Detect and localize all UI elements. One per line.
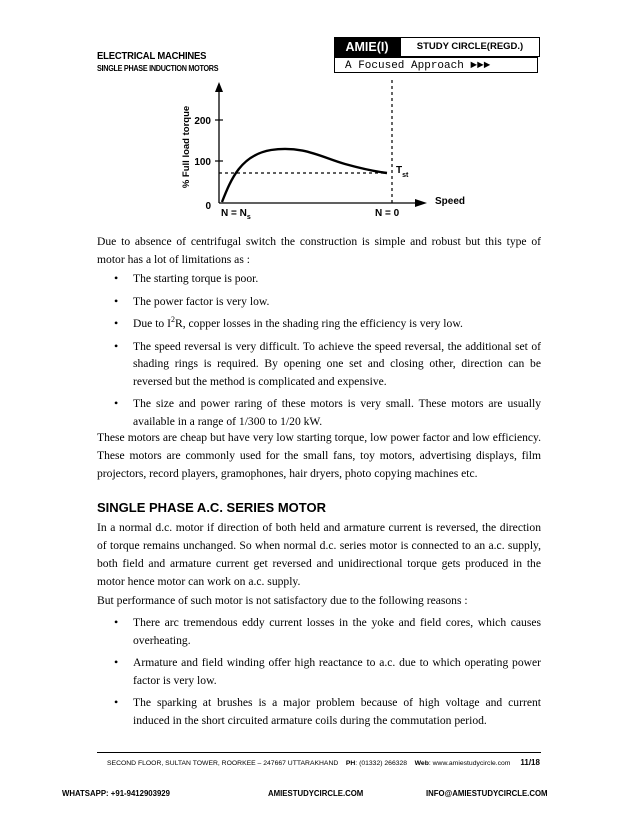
speed-label: Speed [435, 196, 466, 207]
torque-speed-figure [175, 75, 475, 225]
y-axis-label: % Full load torque [181, 105, 192, 189]
intro-paragraph: Due to absence of centrifugal switch the construction is simple and robust but this type of motor has a lot of limitations as : [97, 235, 541, 266]
series-motor-paragraph: In a normal d.c. motor if direction of both held and armature current is reversed, the direction of torque remains unchanged. So when normal d.c. series motor is connected to an a.c. supply, both field and armature current get reversed and unidirectional torque gets produced in the motor hence motor can work on a.c. supply. [97, 521, 541, 588]
footer-web: : www.amiestudycircle.com [428, 760, 511, 767]
y-tick-label-0: 0 [205, 201, 211, 212]
tst-label: $T_{st}$ [396, 165, 409, 179]
list-item: • The speed reversal is very difficult. To achieve the speed reversal, the additional set of shading rings is required. By opening one set and closing other, direction can be reversed but the method is complicated and expensive. [114, 338, 541, 391]
brand-logo: AMIE(I) [334, 37, 400, 57]
y-axis-arrow [215, 82, 223, 92]
limitations-list [114, 270, 541, 435]
n-equals-ns-label: $N = N_s$ [221, 208, 251, 221]
footer-address: SECOND FLOOR, SULTAN TOWER, ROORKEE – 247667 UTTARAKHAND [107, 760, 339, 767]
study-circle-label: STUDY CIRCLE(REGD.) [400, 37, 540, 57]
header-subtitle: SINGLE PHASE INDUCTION MOTORS [97, 64, 219, 73]
x-axis-arrow [415, 199, 427, 207]
list-item: • There arc tremendous eddy current losses in the yoke and field cores, which causes overheating. [114, 614, 541, 649]
whatsapp-contact: WHATSAPP: +91-9412903929 [62, 789, 170, 798]
email-link[interactable]: INFO@AMIESTUDYCIRCLE.COM [426, 789, 548, 798]
tagline: A Focused Approach ►►► [334, 57, 538, 73]
footer-phone: : (01332) 266328 [355, 760, 408, 767]
page-number: 11/18 [520, 758, 540, 767]
section-heading: SINGLE PHASE A.C. SERIES MOTOR [97, 500, 326, 515]
list-item: • Due to $I^2R$, copper losses in the shading ring the efficiency is very low. [114, 315, 541, 333]
n-equals-zero-label: N = 0 [375, 208, 400, 219]
list-item: • The starting torque is poor. [114, 270, 541, 288]
reasons-list [114, 614, 541, 734]
y-tick-label-100: 100 [194, 157, 211, 168]
torque-curve [222, 149, 387, 202]
summary-paragraph: These motors are cheap but have very low starting torque, low power factor and low efficiency. These motors are commonly used for the small fans, toy motors, advertising displays, film projectors, record players, gramophones, hair dryers, photo copying machines etc. [97, 431, 541, 480]
y-tick-label-200: 200 [194, 116, 211, 127]
reasons-intro: But performance of such motor is not satisfactory due to the following reasons : [97, 594, 468, 607]
list-item: • The power factor is very low. [114, 293, 541, 311]
list-item: • The size and power raring of these motors is very small. These motors are usually available in a range of 1/300 to 1/20 kW. [114, 395, 541, 430]
site-link[interactable]: AMIESTUDYCIRCLE.COM [268, 789, 364, 798]
list-item: • The sparking at brushes is a major problem because of high voltage and current induced in the short circuited armature coils during the commutation period. [114, 694, 541, 729]
list-item: • Armature and field winding offer high reactance to a.c. due to which operating power factor is very low. [114, 654, 541, 689]
footer-divider [97, 752, 541, 753]
footer-address-line: SECOND FLOOR, SULTAN TOWER, ROORKEE – 247667 UTTARAKHAND PH: (01332) 266328 Web: www.amiestudycircle.com 11/18 [107, 758, 540, 767]
header-title: ELECTRICAL MACHINES [97, 50, 207, 62]
